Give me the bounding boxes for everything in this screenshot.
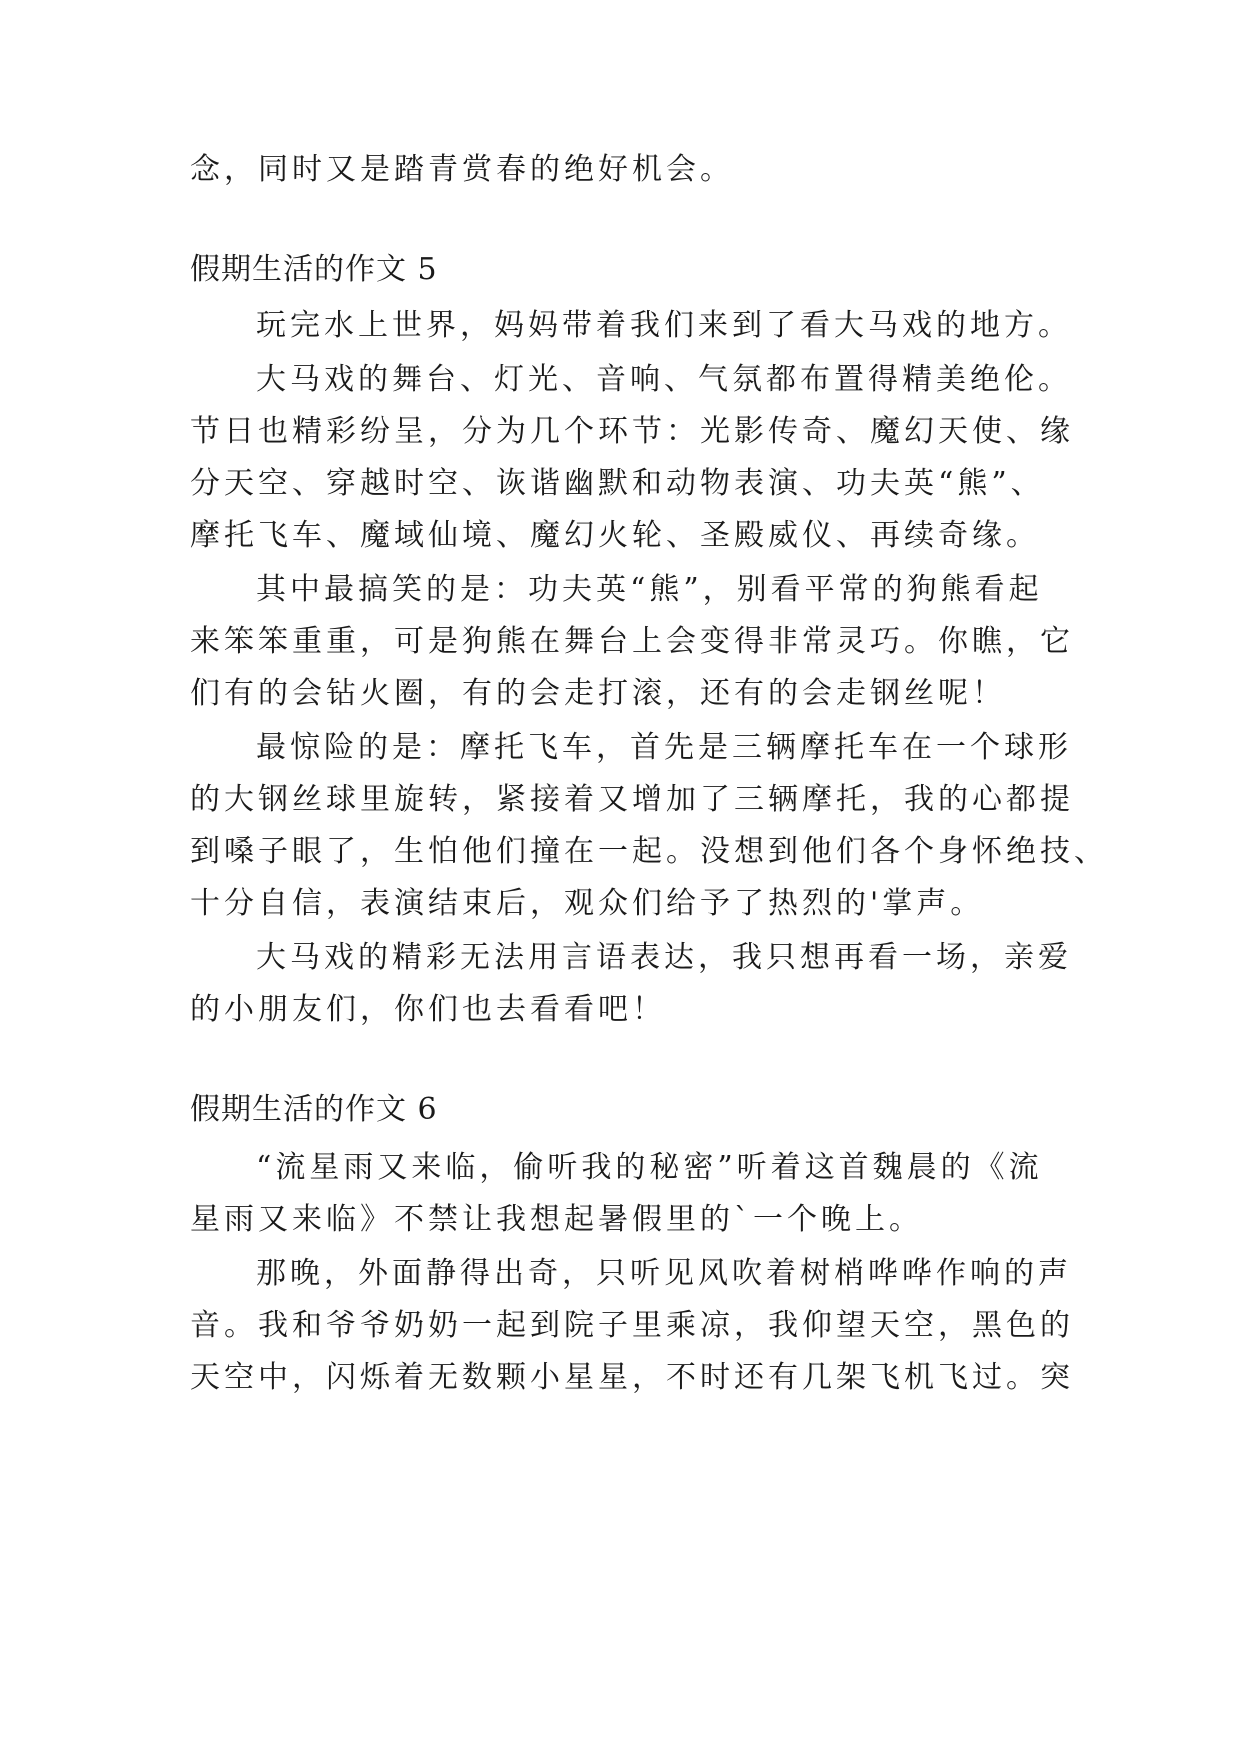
text-line: 那晚，外面静得出奇，只听见风吹着树梢哗哗作响的声 <box>256 1256 1072 1291</box>
text-line: 念，同时又是踏青赏春的绝好机会。 <box>190 152 734 187</box>
text-line: 节日也精彩纷呈，分为几个环节：光影传奇、魔幻天使、缘 <box>190 414 1074 449</box>
text-line: 天空中，闪烁着无数颗小星星，不时还有几架飞机飞过。突 <box>190 1360 1074 1395</box>
text-line: 来笨笨重重，可是狗熊在舞台上会变得非常灵巧。你瞧，它 <box>190 624 1074 659</box>
text-line: 分天空、穿越时空、诙谐幽默和动物表演、功夫英“熊”、 <box>190 466 1045 501</box>
text-line: 最惊险的是：摩托飞车，首先是三辆摩托车在一个球形 <box>256 730 1072 765</box>
text-line: 到嗓子眼了，生怕他们撞在一起。没想到他们各个身怀绝技、 <box>190 834 1108 869</box>
text-line: 大马戏的舞台、灯光、音响、气氛都布置得精美绝伦。 <box>256 362 1072 397</box>
text-line: 大马戏的精彩无法用言语表达，我只想再看一场，亲爱 <box>256 940 1072 975</box>
section-heading: 假期生活的作文 5 <box>190 252 438 287</box>
text-line: 星雨又来临》不禁让我想起暑假里的`一个晚上。 <box>190 1202 923 1237</box>
text-line: 玩完水上世界，妈妈带着我们来到了看大马戏的地方。 <box>256 308 1072 343</box>
text-line: “流星雨又来临，偷听我的秘密”听着这首魏晨的《流 <box>256 1150 1043 1185</box>
text-line: 的大钢丝球里旋转，紧接着又增加了三辆摩托，我的心都提 <box>190 782 1074 817</box>
text-line: 们有的会钻火圈，有的会走打滚，还有的会走钢丝呢！ <box>190 676 1006 711</box>
section-heading: 假期生活的作文 6 <box>190 1092 438 1127</box>
text-line: 摩托飞车、魔域仙境、魔幻火轮、圣殿威仪、再续奇缘。 <box>190 518 1040 553</box>
text-line: 的小朋友们，你们也去看看吧！ <box>190 992 666 1027</box>
text-line: 其中最搞笑的是：功夫英“熊”，别看平常的狗熊看起 <box>256 572 1043 607</box>
text-line: 十分自信，表演结束后，观众们给予了热烈的'掌声。 <box>190 886 985 921</box>
text-line: 音。我和爷爷奶奶一起到院子里乘凉，我仰望天空，黑色的 <box>190 1308 1074 1343</box>
